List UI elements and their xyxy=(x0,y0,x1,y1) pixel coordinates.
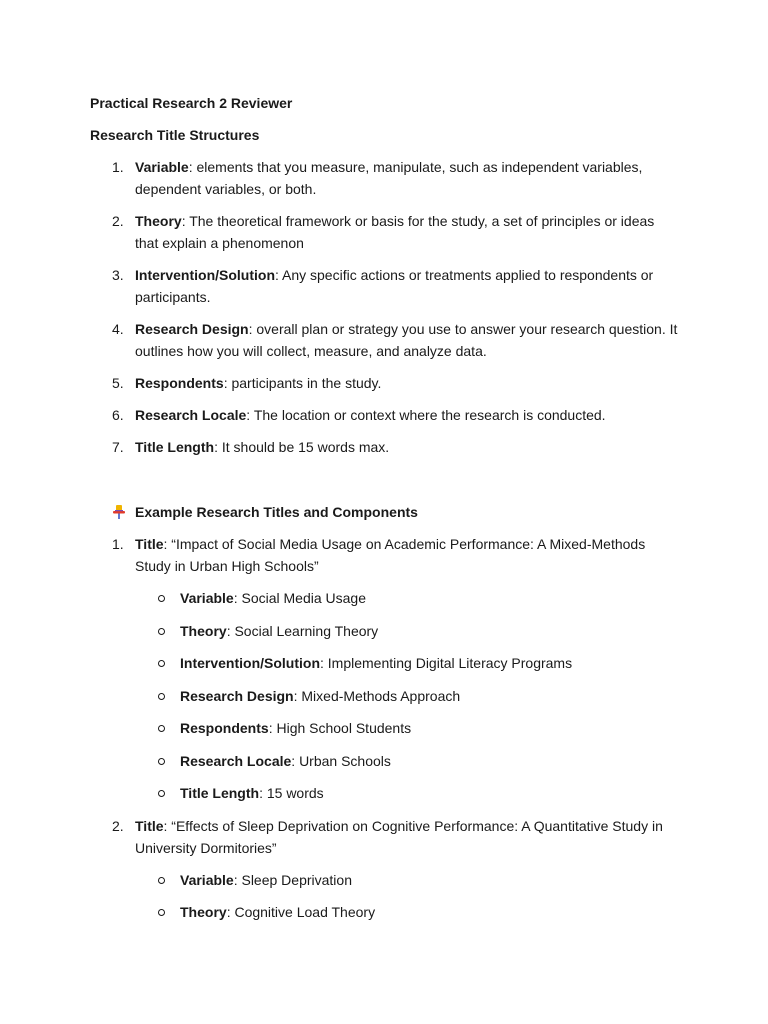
bullet-circle-icon xyxy=(158,790,165,797)
component-term: Research Design xyxy=(180,687,294,704)
component-value: : Cognitive Load Theory xyxy=(226,904,376,920)
term: Respondents xyxy=(135,375,224,391)
section-heading-title-structures: Research Title Structures xyxy=(90,127,260,143)
term: Research Locale xyxy=(135,407,247,423)
components-list xyxy=(135,869,680,924)
component-item xyxy=(135,685,680,707)
list-number: 1. xyxy=(112,159,124,175)
component-term: Intervention/Solution xyxy=(180,655,320,671)
definition: : Any specific actions or treatments applied to respondents or participants. xyxy=(135,267,654,305)
bullet-circle-icon xyxy=(158,725,165,732)
component-item xyxy=(135,750,680,772)
component-term: Title Length xyxy=(180,785,260,801)
bullet-circle-icon xyxy=(158,909,165,916)
component-value: : Social Media Usage xyxy=(233,590,366,606)
list-item xyxy=(90,210,680,254)
bullet-circle-icon xyxy=(158,628,165,635)
component-value: : Urban Schools xyxy=(291,752,391,769)
definition: : It should be 15 words max. xyxy=(214,439,390,455)
component-item xyxy=(135,717,680,739)
component-value: : Sleep Deprivation xyxy=(233,871,352,888)
component-value: : Social Learning Theory xyxy=(226,622,379,639)
component-value: : 15 words xyxy=(259,785,324,801)
pushpin-icon xyxy=(112,504,126,520)
list-number: 2. xyxy=(112,213,124,229)
component-term: Respondents xyxy=(180,720,269,736)
example-item xyxy=(90,533,680,804)
term: Title Length xyxy=(135,439,215,455)
example-item xyxy=(90,815,680,924)
definition: : The theoretical framework or basis for the study, a set of principles or ideas that explain a phenomenon xyxy=(135,213,655,251)
list-number: 7. xyxy=(112,439,124,455)
list-number: 2. xyxy=(112,817,124,834)
definition: : elements that you measure, manipulate, such as independent variables, dependent variables, or both. xyxy=(135,159,643,197)
term: Research Design xyxy=(135,321,249,337)
list-item xyxy=(90,156,680,200)
component-term: Variable xyxy=(180,871,234,888)
component-value: : High School Students xyxy=(268,720,412,736)
list-number: 5. xyxy=(112,375,124,391)
bullet-circle-icon xyxy=(158,877,165,884)
title-structures-list xyxy=(90,156,680,458)
definition: : participants in the study. xyxy=(223,375,382,391)
title-text: : “Impact of Social Media Usage on Academic Performance: A Mixed-Methods Study in Urban High Schools” xyxy=(135,536,646,574)
component-item xyxy=(135,782,680,804)
section-heading-examples xyxy=(90,501,680,523)
section-spacer xyxy=(90,468,680,501)
bullet-circle-icon xyxy=(158,758,165,765)
definition: : The location or context where the research is conducted. xyxy=(246,407,606,423)
title-text: : “Effects of Sleep Deprivation on Cognitive Performance: A Quantitative Study in University Dormitories” xyxy=(135,817,663,856)
document-title: Practical Research 2 Reviewer xyxy=(90,95,293,111)
component-item xyxy=(135,587,680,609)
list-number: 3. xyxy=(112,267,124,283)
list-item xyxy=(90,404,680,426)
component-term: Variable xyxy=(180,590,234,606)
term: Variable xyxy=(135,159,189,175)
component-item xyxy=(135,652,680,674)
list-number: 1. xyxy=(112,536,124,552)
bullet-circle-icon xyxy=(158,693,165,700)
component-term: Theory xyxy=(180,904,227,920)
examples-heading-text: Example Research Titles and Components xyxy=(135,504,418,520)
component-value: : Mixed-Methods Approach xyxy=(293,687,461,704)
title-label: Title xyxy=(135,817,164,834)
term: Theory xyxy=(135,213,182,229)
term: Intervention/Solution xyxy=(135,267,275,283)
examples-list xyxy=(90,533,680,923)
component-value: : Implementing Digital Literacy Programs xyxy=(320,655,573,671)
component-item xyxy=(135,620,680,642)
bullet-circle-icon xyxy=(158,595,165,602)
component-item xyxy=(135,901,680,923)
component-term: Theory xyxy=(180,622,227,639)
list-number: 4. xyxy=(112,321,124,337)
components-list xyxy=(135,587,680,804)
list-number: 6. xyxy=(112,407,124,423)
definition: : overall plan or strategy you use to answer your research question. It outlines how you will collect, measure, and analyze data. xyxy=(135,321,678,359)
component-item xyxy=(135,869,680,891)
list-item xyxy=(90,318,680,362)
list-item xyxy=(90,372,680,394)
bullet-circle-icon xyxy=(158,660,165,667)
title-label: Title xyxy=(135,536,164,552)
list-item xyxy=(90,436,680,458)
document-page xyxy=(90,92,680,934)
list-item xyxy=(90,264,680,308)
component-term: Research Locale xyxy=(180,752,292,769)
